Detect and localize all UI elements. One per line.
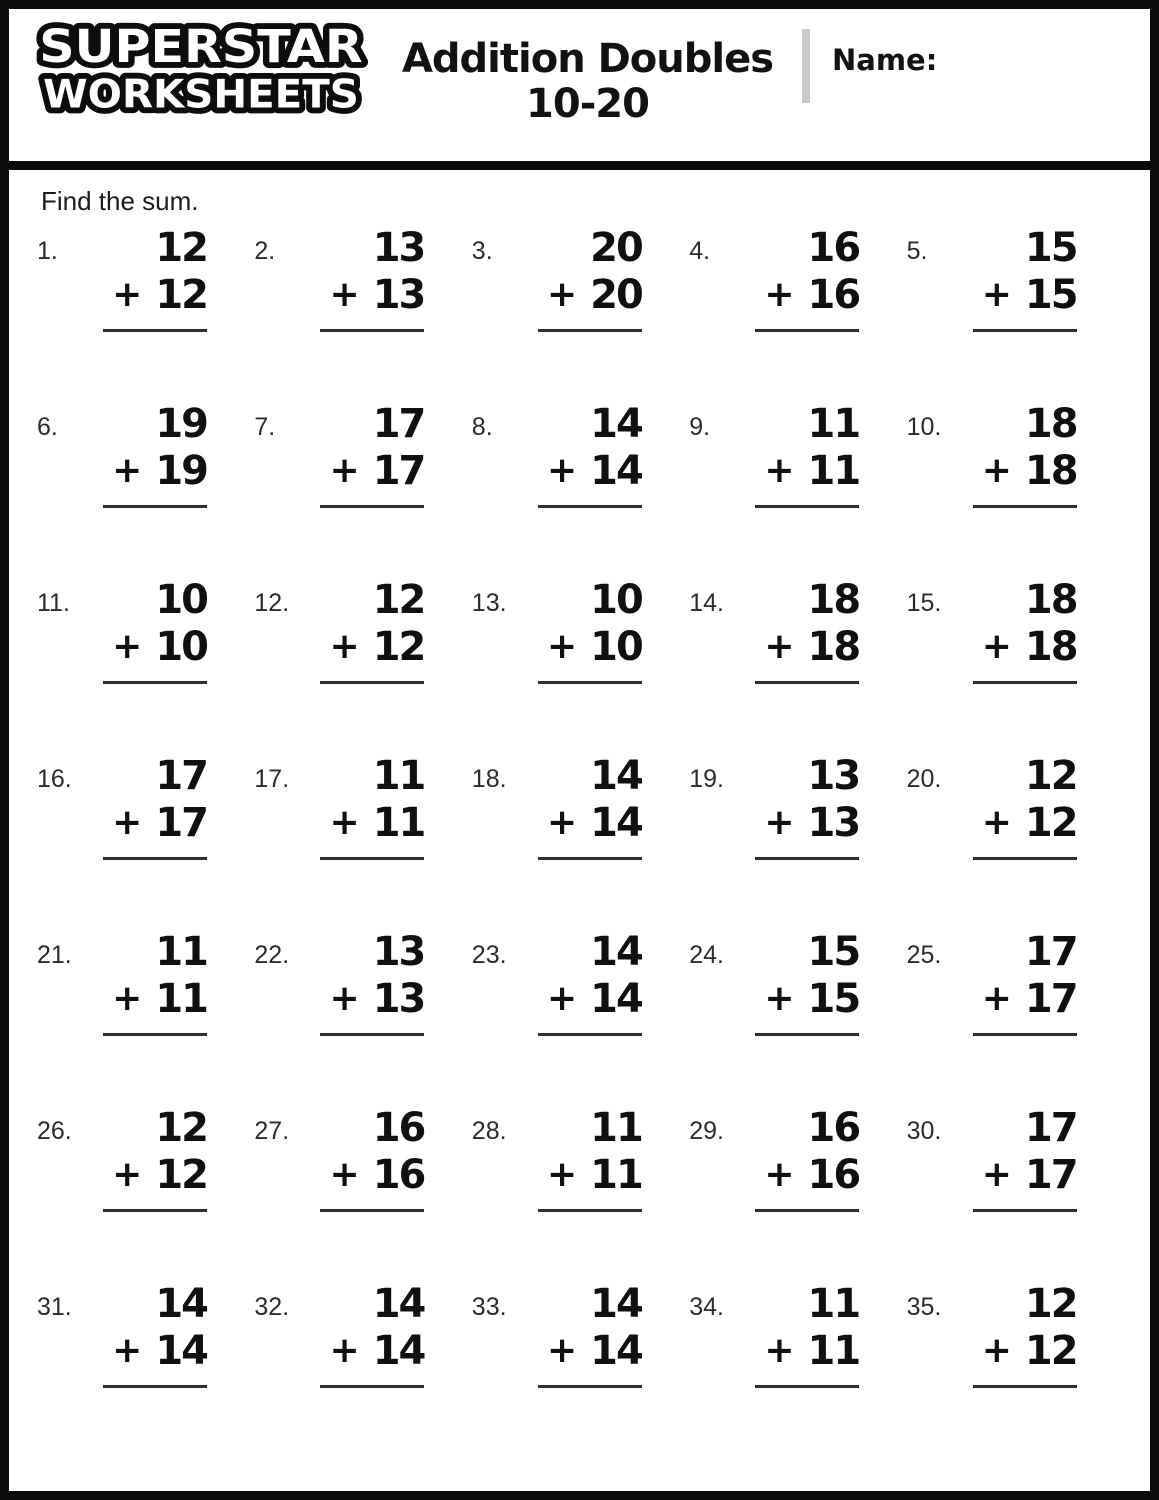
plus-icon: + — [329, 1154, 360, 1195]
plus-icon: + — [112, 802, 143, 843]
bottom-operand: 12 — [372, 624, 425, 670]
addition-problem — [907, 1283, 1124, 1459]
bottom-operand: 13 — [807, 800, 860, 846]
name-section — [802, 21, 1132, 103]
bottom-operand: 18 — [1024, 624, 1077, 670]
bottom-operand: 15 — [807, 976, 860, 1022]
bottom-operand-row — [764, 274, 859, 316]
addition-problem — [254, 755, 471, 931]
bottom-operand: 11 — [155, 976, 207, 1022]
bottom-operand-row — [330, 1330, 425, 1372]
name-divider-bar — [802, 29, 810, 103]
addition-problem — [472, 579, 689, 755]
addition-problem — [907, 227, 1124, 403]
plus-icon: + — [981, 274, 1012, 315]
top-operand: 14 — [590, 753, 642, 799]
problem-number: 29. — [689, 1117, 724, 1145]
plus-icon: + — [329, 450, 360, 491]
worksheet-header — [9, 9, 1150, 170]
addition-problem — [907, 755, 1124, 931]
plus-icon: + — [546, 626, 578, 667]
top-operand: 17 — [372, 401, 425, 447]
addition-problem — [37, 227, 254, 403]
plus-icon: + — [546, 978, 578, 1019]
answer-line[interactable] — [103, 857, 207, 860]
top-operand: 11 — [807, 401, 860, 447]
addition-problem — [689, 579, 906, 755]
bottom-operand: 13 — [372, 976, 425, 1022]
problem-work-area — [538, 755, 642, 860]
bottom-operand: 17 — [1024, 1152, 1077, 1198]
answer-line[interactable] — [538, 681, 642, 684]
problem-work-area — [755, 1107, 859, 1212]
bottom-operand: 10 — [590, 624, 642, 670]
answer-line[interactable] — [538, 1209, 642, 1212]
problem-number: 4. — [689, 237, 711, 265]
bottom-operand-row — [982, 802, 1077, 844]
answer-line[interactable] — [755, 681, 859, 684]
problem-work-area — [538, 1283, 642, 1388]
problem-work-area — [320, 931, 424, 1036]
problem-work-area — [103, 1107, 207, 1212]
top-operand: 10 — [590, 577, 642, 623]
answer-line[interactable] — [538, 505, 642, 508]
problem-work-area — [103, 403, 207, 508]
answer-line[interactable] — [973, 681, 1077, 684]
bottom-operand-row — [112, 450, 207, 492]
addition-problem — [254, 1107, 471, 1283]
bottom-operand-row — [764, 450, 859, 492]
logo-line1: SUPERSTAR — [39, 21, 363, 74]
plus-icon: + — [981, 802, 1012, 843]
problem-number: 13. — [471, 589, 507, 617]
answer-line[interactable] — [973, 1385, 1077, 1388]
top-operand: 12 — [155, 225, 207, 271]
top-operand: 11 — [372, 753, 425, 799]
top-operand: 11 — [590, 1105, 642, 1151]
top-operand: 14 — [590, 401, 642, 447]
bottom-operand: 19 — [155, 448, 207, 494]
problem-work-area — [538, 1107, 642, 1212]
answer-line[interactable] — [973, 1209, 1077, 1212]
plus-icon: + — [764, 802, 795, 843]
bottom-operand-row — [112, 1330, 207, 1372]
plus-icon: + — [764, 1154, 795, 1195]
plus-icon: + — [112, 1154, 143, 1195]
addition-problem — [254, 579, 471, 755]
problem-work-area — [755, 227, 859, 332]
bottom-operand-row — [764, 802, 859, 844]
addition-problem — [689, 931, 906, 1107]
worksheet-title — [373, 37, 802, 127]
plus-icon: + — [764, 978, 795, 1019]
answer-line[interactable] — [320, 1033, 424, 1036]
bottom-operand: 16 — [372, 1152, 425, 1198]
bottom-operand: 12 — [155, 272, 207, 318]
top-operand: 18 — [1024, 401, 1077, 447]
answer-line[interactable] — [973, 1033, 1077, 1036]
problem-work-area — [755, 755, 859, 860]
answer-line[interactable] — [103, 1385, 207, 1388]
problem-work-area — [538, 579, 642, 684]
logo-line2: WORKSHEETS — [43, 72, 359, 118]
bottom-operand-row — [330, 450, 425, 492]
worksheet-body — [9, 170, 1150, 1459]
problem-number: 23. — [471, 941, 507, 969]
bottom-operand: 14 — [155, 1328, 207, 1374]
addition-problem — [689, 403, 906, 579]
bottom-operand: 14 — [590, 448, 642, 494]
plus-icon: + — [112, 626, 143, 667]
top-operand: 15 — [1024, 225, 1077, 271]
plus-icon: + — [981, 1154, 1012, 1195]
problem-number: 33. — [471, 1293, 507, 1321]
problem-work-area — [538, 403, 642, 508]
problem-number: 30. — [906, 1117, 942, 1145]
bottom-operand: 11 — [372, 800, 425, 846]
problem-number: 21. — [37, 941, 72, 969]
plus-icon: + — [329, 626, 360, 667]
problem-number: 3. — [471, 237, 493, 265]
plus-icon: + — [546, 1154, 578, 1195]
problem-work-area — [538, 227, 642, 332]
answer-line[interactable] — [320, 329, 424, 332]
answer-line[interactable] — [755, 505, 859, 508]
addition-problem — [37, 1283, 254, 1459]
bottom-operand-row — [547, 450, 642, 492]
bottom-operand: 11 — [807, 448, 860, 494]
bottom-operand: 15 — [1024, 272, 1077, 318]
answer-line[interactable] — [755, 857, 859, 860]
bottom-operand-row — [982, 978, 1077, 1020]
problem-number: 17. — [254, 765, 290, 793]
answer-line[interactable] — [973, 857, 1077, 860]
addition-problem — [254, 931, 471, 1107]
addition-problem — [37, 1107, 254, 1283]
answer-line[interactable] — [538, 1033, 642, 1036]
bottom-operand-row — [764, 626, 859, 668]
plus-icon: + — [329, 274, 360, 315]
problem-work-area — [103, 931, 207, 1036]
top-operand: 16 — [372, 1105, 425, 1151]
problem-number: 6. — [37, 413, 58, 441]
plus-icon: + — [329, 978, 360, 1019]
top-operand: 13 — [807, 753, 860, 799]
top-operand: 18 — [807, 577, 860, 623]
problem-number: 35. — [906, 1293, 942, 1321]
addition-problem — [472, 1283, 689, 1459]
bottom-operand: 16 — [807, 272, 860, 318]
problem-number: 27. — [254, 1117, 290, 1145]
problem-number: 24. — [689, 941, 724, 969]
answer-line[interactable] — [755, 329, 859, 332]
plus-icon: + — [112, 450, 143, 491]
addition-problem — [254, 403, 471, 579]
bottom-operand: 14 — [590, 800, 642, 846]
bottom-operand-row — [982, 1330, 1077, 1372]
bottom-operand-row — [330, 978, 425, 1020]
problem-work-area — [320, 755, 424, 860]
problem-number: 5. — [906, 237, 928, 265]
bottom-operand-row — [547, 274, 642, 316]
problem-number: 26. — [37, 1117, 72, 1145]
bottom-operand-row — [982, 274, 1077, 316]
bottom-operand-row — [112, 274, 207, 316]
answer-line[interactable] — [320, 681, 424, 684]
bottom-operand: 14 — [590, 976, 642, 1022]
bottom-operand-row — [547, 978, 642, 1020]
problem-work-area — [103, 1283, 207, 1388]
problem-work-area — [320, 1107, 424, 1212]
answer-line[interactable] — [973, 329, 1077, 332]
plus-icon: + — [981, 978, 1012, 1019]
plus-icon: + — [546, 802, 578, 843]
plus-icon: + — [764, 626, 795, 667]
problem-work-area — [103, 579, 207, 684]
problem-number: 2. — [254, 237, 276, 265]
problem-work-area — [755, 579, 859, 684]
addition-problem — [907, 931, 1124, 1107]
addition-problem — [907, 1107, 1124, 1283]
plus-icon: + — [981, 450, 1012, 491]
plus-icon: + — [546, 1330, 578, 1371]
addition-problem — [907, 403, 1124, 579]
answer-line[interactable] — [320, 505, 424, 508]
problem-number: 12. — [254, 589, 290, 617]
plus-icon: + — [546, 274, 578, 315]
addition-problem — [37, 931, 254, 1107]
plus-icon: + — [329, 1330, 360, 1371]
plus-icon: + — [764, 450, 795, 491]
bottom-operand-row — [764, 1330, 859, 1372]
bottom-operand-row — [982, 626, 1077, 668]
answer-line[interactable] — [755, 1033, 859, 1036]
answer-line[interactable] — [103, 505, 207, 508]
bottom-operand: 12 — [155, 1152, 207, 1198]
bottom-operand: 17 — [1024, 976, 1077, 1022]
top-operand: 16 — [807, 1105, 860, 1151]
answer-line[interactable] — [538, 1385, 642, 1388]
answer-line[interactable] — [320, 1209, 424, 1212]
problem-work-area — [538, 931, 642, 1036]
problem-work-area — [103, 755, 207, 860]
answer-line[interactable] — [103, 1033, 207, 1036]
bottom-operand: 17 — [155, 800, 207, 846]
problem-work-area — [973, 403, 1077, 508]
problem-work-area — [320, 1283, 424, 1388]
addition-problem — [254, 227, 471, 403]
problem-number: 19. — [689, 765, 724, 793]
bottom-operand-row — [547, 1154, 642, 1196]
addition-problem — [37, 755, 254, 931]
problem-number: 22. — [254, 941, 290, 969]
top-operand: 19 — [155, 401, 207, 447]
bottom-operand-row — [112, 1154, 207, 1196]
answer-line[interactable] — [538, 857, 642, 860]
bottom-operand-row — [764, 978, 859, 1020]
answer-line[interactable] — [973, 505, 1077, 508]
addition-problem — [37, 403, 254, 579]
problem-number: 9. — [689, 413, 711, 441]
bottom-operand: 16 — [807, 1152, 860, 1198]
problem-number: 1. — [37, 237, 58, 265]
bottom-operand: 11 — [590, 1152, 642, 1198]
bottom-operand-row — [547, 802, 642, 844]
addition-problem — [689, 1107, 906, 1283]
addition-problem — [472, 403, 689, 579]
problem-work-area — [973, 579, 1077, 684]
top-operand: 17 — [155, 753, 207, 799]
plus-icon: + — [764, 1330, 795, 1371]
top-operand: 11 — [807, 1281, 860, 1327]
bottom-operand: 20 — [590, 272, 642, 318]
problem-number: 7. — [254, 413, 276, 441]
instruction-text: Find the sum. — [41, 186, 199, 216]
problem-number: 10. — [906, 413, 942, 441]
plus-icon: + — [112, 1330, 143, 1371]
addition-problem — [472, 227, 689, 403]
plus-icon: + — [112, 978, 143, 1019]
problem-number: 16. — [37, 765, 72, 793]
bottom-operand-row — [112, 802, 207, 844]
answer-line[interactable] — [755, 1385, 859, 1388]
plus-icon: + — [112, 274, 143, 315]
problem-work-area — [973, 1283, 1077, 1388]
bottom-operand: 12 — [1024, 1328, 1077, 1374]
addition-problem — [37, 579, 254, 755]
bottom-operand: 18 — [807, 624, 860, 670]
bottom-operand-row — [112, 626, 207, 668]
bottom-operand-row — [982, 450, 1077, 492]
problem-work-area — [320, 403, 424, 508]
addition-problem — [689, 755, 906, 931]
top-operand: 13 — [372, 225, 425, 271]
name-label: Name: — [832, 43, 938, 77]
problem-number: 15. — [906, 589, 942, 617]
top-operand: 12 — [372, 577, 425, 623]
bottom-operand-row — [764, 1154, 859, 1196]
problem-work-area — [320, 579, 424, 684]
bottom-operand: 10 — [155, 624, 207, 670]
bottom-operand: 13 — [372, 272, 425, 318]
top-operand: 12 — [1024, 753, 1077, 799]
top-operand: 20 — [590, 225, 642, 271]
bottom-operand: 12 — [1024, 800, 1077, 846]
top-operand: 11 — [155, 929, 207, 975]
problem-work-area — [973, 755, 1077, 860]
problem-number: 14. — [689, 589, 724, 617]
problem-number: 28. — [471, 1117, 507, 1145]
bottom-operand-row — [547, 626, 642, 668]
superstar-worksheets-logo — [29, 21, 373, 121]
problem-number: 32. — [254, 1293, 290, 1321]
addition-problem — [689, 227, 906, 403]
answer-line[interactable] — [755, 1209, 859, 1212]
problem-work-area — [755, 1283, 859, 1388]
bottom-operand-row — [330, 274, 425, 316]
title-line2: 10-20 — [526, 80, 649, 127]
bottom-operand-row — [330, 626, 425, 668]
top-operand: 13 — [372, 929, 425, 975]
problem-work-area — [973, 931, 1077, 1036]
bottom-operand: 11 — [807, 1328, 860, 1374]
top-operand: 12 — [1024, 1281, 1077, 1327]
bottom-operand-row — [330, 802, 425, 844]
bottom-operand-row — [547, 1330, 642, 1372]
top-operand: 16 — [807, 225, 860, 271]
bottom-operand: 14 — [590, 1328, 642, 1374]
problems-grid — [37, 227, 1124, 1459]
plus-icon: + — [764, 274, 795, 315]
problem-number: 20. — [906, 765, 942, 793]
title-line1: Addition Doubles — [401, 36, 774, 82]
problem-work-area — [320, 227, 424, 332]
top-operand: 14 — [590, 929, 642, 975]
top-operand: 14 — [155, 1281, 207, 1327]
top-operand: 14 — [590, 1281, 642, 1327]
problem-number: 34. — [689, 1293, 724, 1321]
plus-icon: + — [546, 450, 578, 491]
problem-work-area — [973, 227, 1077, 332]
bottom-operand: 14 — [372, 1328, 425, 1374]
plus-icon: + — [981, 1330, 1012, 1371]
answer-line[interactable] — [538, 329, 642, 332]
addition-problem — [472, 755, 689, 931]
top-operand: 12 — [155, 1105, 207, 1151]
plus-icon: + — [329, 802, 360, 843]
bottom-operand-row — [112, 978, 207, 1020]
answer-line[interactable] — [320, 1385, 424, 1388]
bottom-operand-row — [330, 1154, 425, 1196]
addition-problem — [472, 1107, 689, 1283]
plus-icon: + — [981, 626, 1012, 667]
problem-number: 31. — [37, 1293, 72, 1321]
addition-problem — [254, 1283, 471, 1459]
addition-problem — [907, 579, 1124, 755]
problem-work-area — [103, 227, 207, 332]
problem-work-area — [973, 1107, 1077, 1212]
problem-number: 11. — [37, 589, 70, 617]
top-operand: 17 — [1024, 1105, 1077, 1151]
top-operand: 10 — [155, 577, 207, 623]
answer-line[interactable] — [103, 1209, 207, 1212]
problem-work-area — [755, 403, 859, 508]
problem-number: 8. — [471, 413, 493, 441]
answer-line[interactable] — [320, 857, 424, 860]
top-operand: 15 — [807, 929, 860, 975]
addition-problem — [689, 1283, 906, 1459]
problem-number: 18. — [471, 765, 507, 793]
addition-problem — [472, 931, 689, 1107]
answer-line[interactable] — [103, 329, 207, 332]
problem-number: 25. — [906, 941, 942, 969]
bottom-operand: 18 — [1024, 448, 1077, 494]
answer-line[interactable] — [103, 681, 207, 684]
bottom-operand: 17 — [372, 448, 425, 494]
top-operand: 17 — [1024, 929, 1077, 975]
bottom-operand-row — [982, 1154, 1077, 1196]
logo-graphic — [29, 21, 373, 121]
top-operand: 14 — [372, 1281, 425, 1327]
top-operand: 18 — [1024, 577, 1077, 623]
problem-work-area — [755, 931, 859, 1036]
